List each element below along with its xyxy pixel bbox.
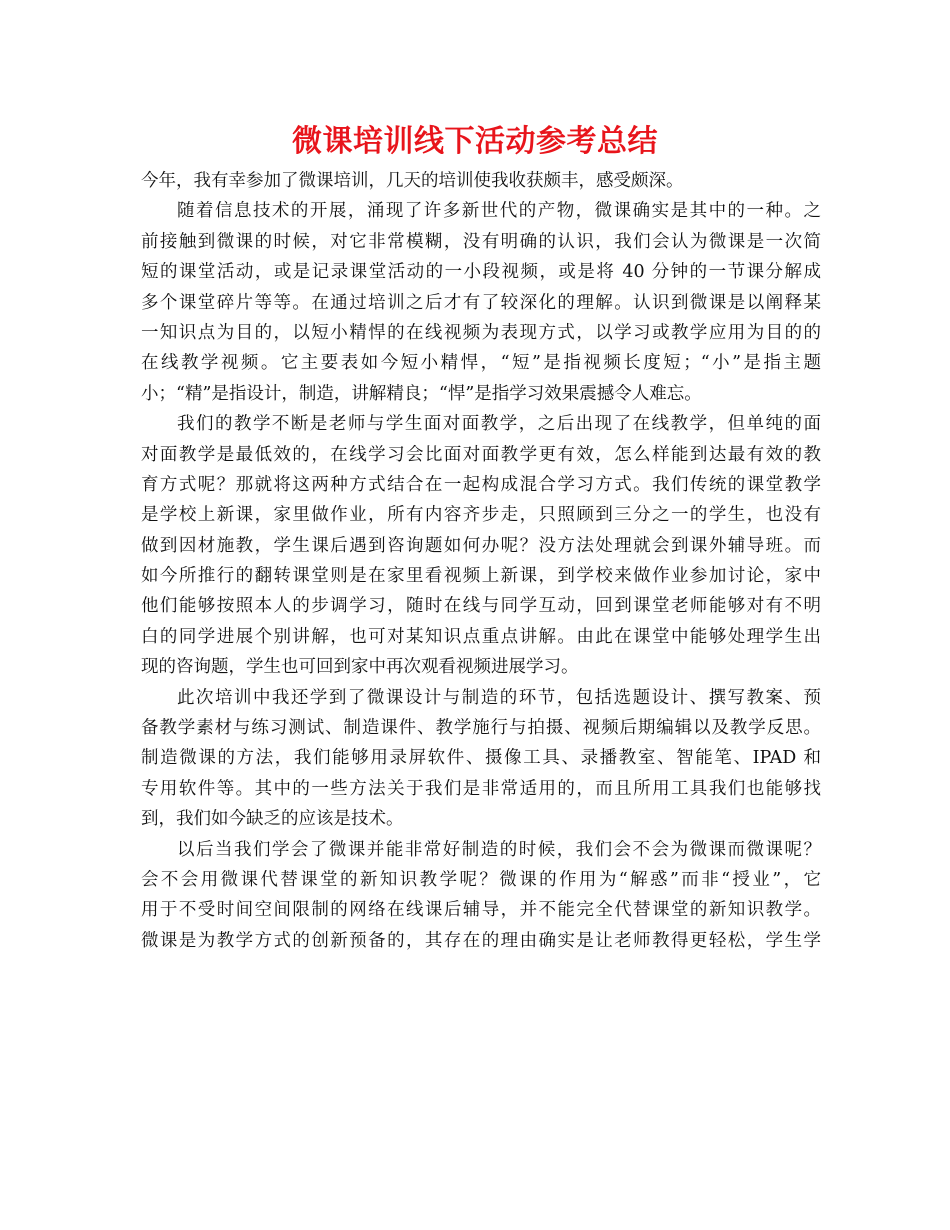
paragraph-line: 在线教学视频。它主要表如今短小精悍，“短”是指视频长度短；“小”是指主题 xyxy=(141,353,821,374)
document-title: 微课培训线下活动参考总结 xyxy=(292,124,658,159)
paragraph-line: 现的咨询题，学生也可回到家中再次观看视频进展学习。 xyxy=(141,657,579,678)
paragraph-line: 今年，我有幸参加了微课培训，几天的培训使我收获颇丰，感受颇深。 xyxy=(141,171,684,191)
paragraph-line: 是学校上新课，家里做作业，所有内容齐步走，只照顾到三分之一的学生，也没有 xyxy=(141,505,821,526)
paragraph-line: 短的课堂活动，或是记录课堂活动的一小段视频，或是将 40 分钟的一节课分解成 xyxy=(141,262,821,283)
paragraph-line: 制造微课的方法，我们能够用录屏软件、摄像工具、录播教室、智能笔、IPAD 和 xyxy=(141,748,821,769)
paragraph-line: 前接触到微课的时候，对它非常模糊，没有明确的认识，我们会认为微课是一次简 xyxy=(141,231,821,252)
paragraph-line: 如今所推行的翻转课堂则是在家里看视频上新课，到学校来做作业参加讨论，家中 xyxy=(141,566,821,587)
paragraph-line: 用于不受时间空间限制的网络在线课后辅导，并不能完全代替课堂的新知识教学。 xyxy=(141,900,821,921)
paragraph-line: 多个课堂碎片等等。在通过培训之后才有了较深化的理解。认识到微课是以阐释某 xyxy=(141,292,821,313)
paragraph-line: 以后当我们学会了微课并能非常好制造的时候，我们会不会为微课而微课呢？ xyxy=(177,839,821,860)
paragraph-line: 白的同学进展个别讲解，也可对某知识点重点讲解。由此在课堂中能够处理学生出 xyxy=(141,626,821,647)
document-body xyxy=(141,166,821,956)
paragraph-line: 小；“精”是指设计，制造，讲解精良；“悍”是指学习效果震撼令人难忘。 xyxy=(141,383,702,404)
paragraph-line: 专用软件等。其中的一些方法关于我们是非常适用的，而且所用工具我们也能够找 xyxy=(141,778,821,799)
paragraph-line: 一知识点为目的，以短小精悍的在线视频为表现方式，以学习或教学应用为目的的 xyxy=(141,322,821,343)
paragraph-line: 到，我们如今缺乏的应该是技术。 xyxy=(141,809,404,830)
paragraph-line: 我们的教学不断是老师与学生面对面教学，之后出现了在线教学，但单纯的面 xyxy=(177,414,821,435)
paragraph-line: 此次培训中我还学到了微课设计与制造的环节，包括选题设计、撰写教案、预 xyxy=(177,687,821,708)
paragraph-line: 育方式呢？那就将这两种方式结合在一起构成混合学习方式。我们传统的课堂教学 xyxy=(141,474,821,495)
paragraph-line: 随着信息技术的开展，涌现了许多新世代的产物，微课确实是其中的一种。之 xyxy=(177,201,821,222)
paragraph-line: 他们能够按照本人的步调学习，随时在线与同学互动，回到课堂老师能够对有不明 xyxy=(141,596,821,617)
paragraph-line: 会不会用微课代替课堂的新知识教学呢？微课的作用为“解惑”而非“授业”，它 xyxy=(141,869,821,890)
paragraph-line: 微课是为教学方式的创新预备的，其存在的理由确实是让老师教得更轻松，学生学 xyxy=(141,930,821,951)
paragraph-line: 对面教学是最低效的，在线学习会比面对面教学更有效，怎么样能到达最有效的教 xyxy=(141,444,821,465)
paragraph-line: 做到因材施教，学生课后遇到咨询题如何办呢？没方法处理就会到课外辅导班。而 xyxy=(141,535,821,556)
paragraph-line: 备教学素材与练习测试、制造课件、教学施行与拍摄、视频后期编辑以及教学反思。 xyxy=(141,718,821,739)
